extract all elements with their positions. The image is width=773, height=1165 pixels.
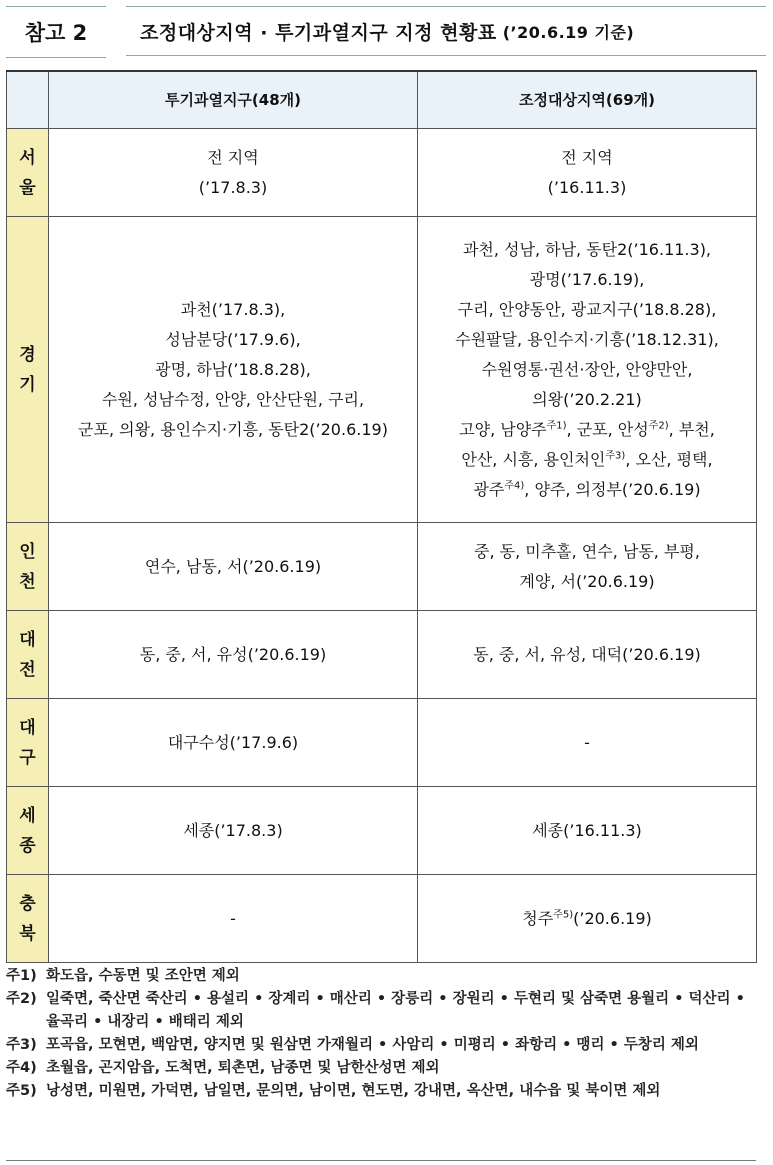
text-segment: , 부천, [668, 419, 715, 439]
reference-tag: 참고 2 [6, 6, 106, 58]
region-daejeon [7, 611, 49, 699]
cell-line: 군포, 의왕, 용인수지·기흥, 동탄2(’20.6.19) [78, 419, 388, 439]
daejeon-speculation [49, 611, 418, 699]
text-segment: 안산, 시흥, 용인처인 [461, 449, 606, 469]
cell-line: (’17.8.3) [198, 177, 268, 197]
title-text: 조정대상지역 · 투기과열지구 지정 현황표 [140, 21, 497, 44]
cell-line: 수원영통·권선·장안, 안양만안, [481, 359, 693, 379]
cell-line [422, 475, 752, 505]
table-row [7, 699, 757, 787]
footnote-key: 주2) [6, 991, 37, 1007]
footnote-5 [6, 1080, 756, 1103]
footnote-ref: 주5) [553, 909, 574, 921]
cell-line [422, 445, 752, 475]
region-incheon [7, 523, 49, 611]
region-sejong [7, 787, 49, 875]
cell-line: 의왕(’20.2.21) [532, 389, 642, 409]
region-char: 인 [19, 541, 36, 562]
footnote-text: 낭성면, 미원면, 가덕면, 남일면, 문의면, 남이면, 현도면, 강내면, 옥산면, 내수읍 및 북이면 제외 [46, 1083, 661, 1099]
footnote-key: 주3) [6, 1037, 37, 1053]
cell-line: 구리, 안양동안, 광교지구(’18.8.28), [457, 299, 717, 319]
footnote-ref: 주4) [504, 480, 525, 492]
table-row [7, 787, 757, 875]
footnote-key: 주5) [6, 1083, 37, 1099]
region-seoul [7, 129, 49, 217]
text-segment: , 양주, 의정부(’20.6.19) [524, 479, 701, 499]
seoul-speculation [49, 129, 418, 217]
cell-line: 연수, 남동, 서(’20.6.19) [144, 556, 322, 576]
sejong-speculation [49, 787, 418, 875]
footnote-text: 포곡읍, 모현면, 백암면, 양지면 및 원삼면 가재월리 • 사암리 • 미평리 • 좌항리 • 맹리 • 두창리 제외 [46, 1037, 699, 1053]
cell-line: 성남분당(’17.9.6), [165, 329, 301, 349]
cell-line: 동, 중, 서, 유성(’20.6.19) [139, 644, 327, 664]
footnote-key: 주1) [6, 968, 37, 984]
footnote-1 [6, 965, 756, 988]
cell-line: 대구수성(’17.9.6) [167, 732, 299, 752]
designation-table [6, 70, 757, 963]
footnotes [6, 965, 756, 1103]
cell-line: 전 지역 [207, 147, 259, 167]
seoul-adjustment [418, 129, 757, 217]
footnote-ref: 주1) [546, 420, 567, 432]
table-row [7, 523, 757, 611]
region-char: 북 [19, 923, 36, 944]
cell-line: 과천(’17.8.3), [180, 299, 286, 319]
table-row [7, 217, 757, 523]
text-segment: 고양, 남양주 [459, 419, 547, 439]
footnote-ref: 주2) [648, 420, 669, 432]
text-segment: 광주 [473, 479, 505, 499]
header-speculation: 투기과열지구(48개) [49, 71, 418, 129]
cell-line: 전 지역 [561, 147, 613, 167]
footnote-text: 일죽면, 죽산면 죽산리 • 용설리 • 장계리 • 매산리 • 장릉리 • 장원리 • 두현리 및 삼죽면 용월리 • 덕산리 • 율곡리 • 내장리 • 배태리 제외 [46, 991, 745, 1030]
footnote-ref: 주3) [605, 450, 626, 462]
gyeonggi-adjustment [418, 217, 757, 523]
incheon-adjustment [418, 523, 757, 611]
region-char: 세 [19, 805, 36, 826]
region-char: 구 [19, 747, 36, 768]
chungbuk-adjustment [418, 875, 757, 963]
cell-line: - [584, 732, 590, 752]
cell-line: 계양, 서(’20.6.19) [519, 571, 655, 591]
corner-cell [7, 71, 49, 129]
table-row [7, 611, 757, 699]
cell-line: 과천, 성남, 하남, 동탄2(’16.11.3), [462, 239, 712, 259]
chungbuk-speculation [49, 875, 418, 963]
region-daegu [7, 699, 49, 787]
incheon-speculation [49, 523, 418, 611]
title-bar [6, 6, 766, 56]
header-adjustment: 조정대상지역(69개) [418, 71, 757, 129]
table-header-row [7, 71, 757, 129]
daegu-adjustment [418, 699, 757, 787]
text-segment: 청주 [522, 908, 554, 928]
region-char: 전 [19, 659, 36, 680]
sejong-adjustment [418, 787, 757, 875]
daejeon-adjustment [418, 611, 757, 699]
cell-line: 광명, 하남(’18.8.28), [155, 359, 311, 379]
cell-line: 수원팔달, 용인수지·기흥(’18.12.31), [455, 329, 719, 349]
region-char: 기 [19, 374, 36, 395]
text-segment: , 오산, 평택, [625, 449, 713, 469]
cell-line: 수원, 성남수정, 안양, 안산단원, 구리, [101, 389, 365, 409]
cell-line: - [230, 908, 236, 928]
footnote-text: 화도읍, 수동면 및 조안면 제외 [46, 968, 240, 984]
page-title [126, 6, 766, 56]
region-char: 경 [19, 344, 36, 365]
table-row [7, 129, 757, 217]
text-segment: , 군포, 안성 [566, 419, 649, 439]
footnote-3 [6, 1034, 756, 1057]
region-gyeonggi [7, 217, 49, 523]
cell-line: (’16.11.3) [547, 177, 627, 197]
footnote-key: 주4) [6, 1060, 37, 1076]
region-char: 천 [19, 571, 36, 592]
cell-line: 세종(’16.11.3) [532, 820, 642, 840]
region-char: 서 [19, 147, 36, 168]
region-char: 종 [19, 835, 36, 856]
region-chungbuk [7, 875, 49, 963]
cell-line [422, 904, 752, 934]
footnote-4 [6, 1057, 756, 1080]
region-char: 울 [19, 177, 36, 198]
footnote-text: 초월읍, 곤지암읍, 도척면, 퇴촌면, 남종면 및 남한산성면 제외 [46, 1060, 440, 1076]
cell-line: 세종(’17.8.3) [183, 820, 283, 840]
cell-line: 동, 중, 서, 유성, 대덕(’20.6.19) [473, 644, 701, 664]
footnote-2 [6, 988, 756, 1034]
region-char: 대 [19, 717, 36, 738]
cell-line: 광명(’17.6.19), [529, 269, 645, 289]
text-segment: (’20.6.19) [573, 908, 652, 928]
cell-line [422, 415, 752, 445]
bottom-divider [6, 1160, 756, 1161]
cell-line: 중, 동, 미추홀, 연수, 남동, 부평, [474, 541, 700, 561]
gyeonggi-speculation [49, 217, 418, 523]
region-char: 대 [19, 629, 36, 650]
daegu-speculation [49, 699, 418, 787]
table-row [7, 875, 757, 963]
region-char: 충 [19, 893, 36, 914]
title-date: (’20.6.19 기준) [502, 22, 635, 42]
